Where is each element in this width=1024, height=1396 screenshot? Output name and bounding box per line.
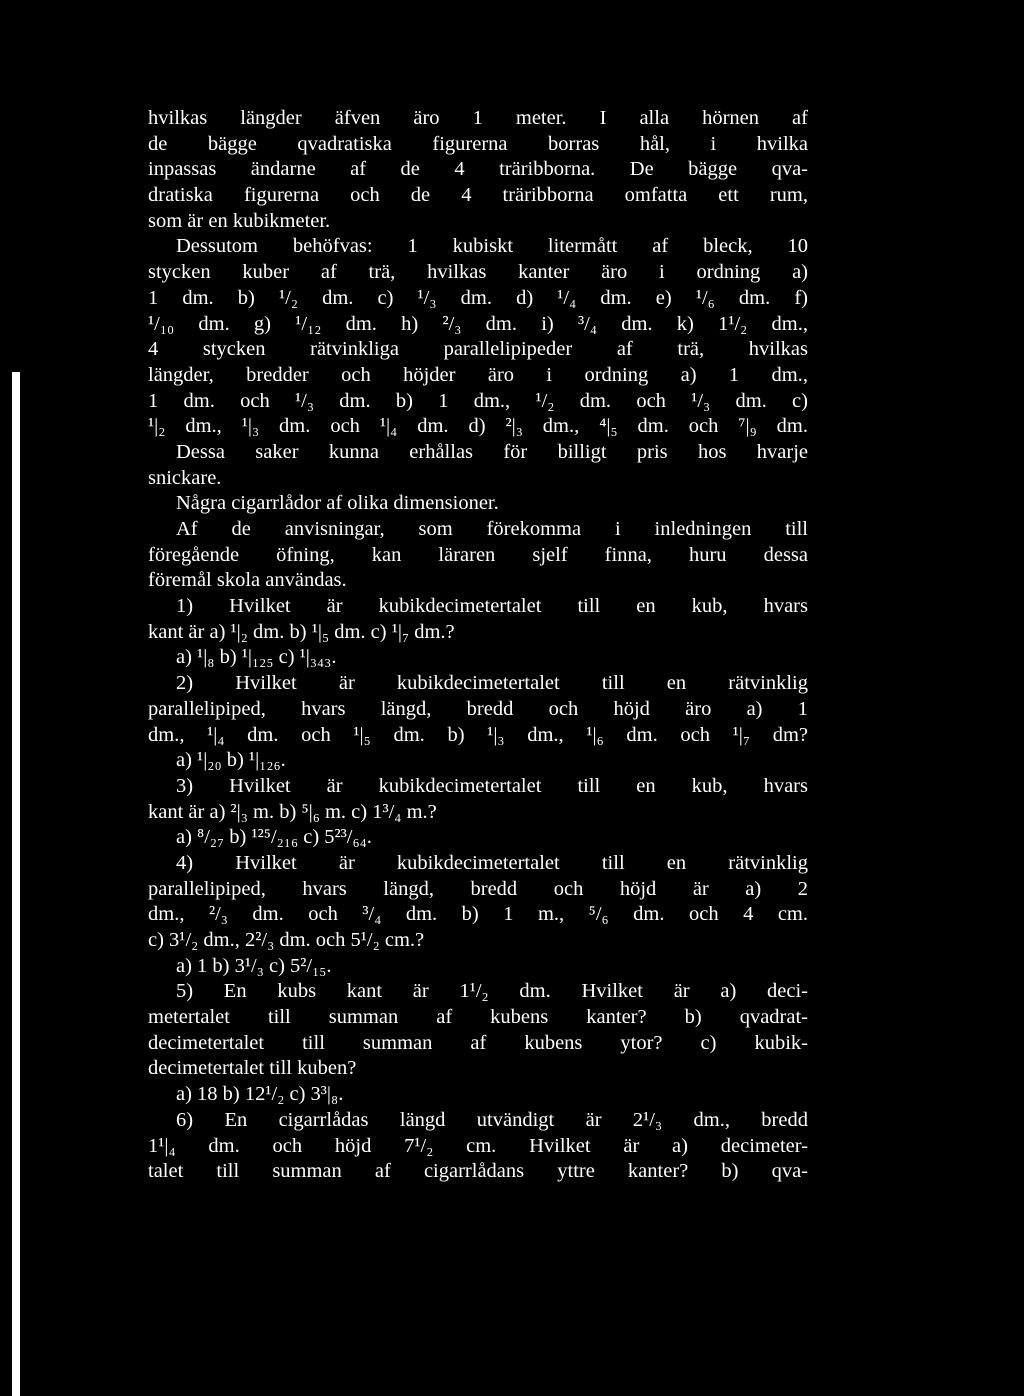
text-line: 2) Hvilket är kubikdecimetertalet till en rätvinklig <box>176 672 808 695</box>
text-line: snickare. <box>148 466 222 489</box>
text-page <box>124 94 814 1324</box>
text-line: stycken kuber af trä, hvilkas kanter äro i ordning a) <box>148 261 808 284</box>
text-line: c) 3¹/₂ dm., 2²/₃ dm. och 5¹/₂ cm.? <box>148 929 425 951</box>
text-line: 1¹|₄ dm. och höjd 7¹/₂ cm. Hvilket är a) decimeter- <box>148 1134 808 1157</box>
text-line: föremål skola användas. <box>148 569 347 592</box>
text-line: kant är a) ¹|₂ dm. b) ¹|₅ dm. c) ¹|₇ dm.? <box>148 620 455 643</box>
text-line: 1 dm. b) ¹/₂ dm. c) ¹/₃ dm. d) ¹/₄ dm. e) ¹/₆ dm. f) <box>148 286 808 309</box>
text-line: ¹|₂ dm., ¹|₃ dm. och ¹|₄ dm. d) ²|₃ dm., ⁴|₅ dm. och ⁷|₉ dm. <box>148 415 808 438</box>
text-line: dm., ¹|₄ dm. och ¹|₅ dm. b) ¹|₃ dm., ¹|₆ dm. och ¹|₇ dm? <box>148 723 808 746</box>
text-line: dratiska figurerna och de 4 träribborna omfatta ett rum, <box>148 184 808 207</box>
answer-line: a) ¹|₈ b) ¹|₁₂₅ c) ¹|₃₄₃. <box>176 646 337 669</box>
text-line: hvilkas längder äfven äro 1 meter. I alla hörnen af <box>148 107 808 129</box>
text-line: 4 stycken rätvinkliga parallelipipeder af trä, hvilkas <box>148 338 808 361</box>
text-line: Några cigarrlådor af olika dimensioner. <box>176 492 499 515</box>
text-line: Dessa saker kunna erhållas för billigt pris hos hvarje <box>176 440 808 463</box>
text-line: Dessutom behöfvas: 1 kubiskt litermått af bleck, 10 <box>176 235 808 258</box>
text-line: Af de anvisningar, som förekomma i inledningen till <box>176 518 808 540</box>
text-line: decimetertalet till summan af kubens ytor? c) kubik- <box>148 1031 808 1054</box>
text-line: föregående öfning, kan läraren sjelf finna, huru dessa <box>148 543 808 566</box>
text-line: decimetertalet till kuben? <box>148 1057 357 1080</box>
text-line: 6) En cigarrlådas längd utvändigt är 2¹/₃ dm., bredd <box>176 1108 808 1131</box>
text-line: 4) Hvilket är kubikdecimetertalet till en rätvinklig <box>176 851 808 874</box>
text-line: parallelipiped, hvars längd, bredd och höjd är a) 2 <box>148 877 808 900</box>
answer-line: a) 18 b) 12¹/₂ c) 3³|₈. <box>176 1083 344 1106</box>
text-line: som är en kubikmeter. <box>148 209 331 232</box>
text-line: parallelipiped, hvars längd, bredd och höjd äro a) 1 <box>148 697 808 720</box>
text-line: inpassas ändarne af de 4 träribborna. De bägge qva- <box>148 158 808 181</box>
text-line: ¹/₁₀ dm. g) ¹/₁₂ dm. h) ²/₃ dm. i) ³/₄ dm. k) 1¹/₂ dm., <box>148 312 808 335</box>
text-line: 1) Hvilket är kubikdecimetertalet till en kub, hvars <box>176 595 808 618</box>
text-line: dm., ²/₃ dm. och ³/₄ dm. b) 1 m., ⁵/₆ dm. och 4 cm. <box>148 903 808 926</box>
text-line: längder, bredder och höjder äro i ordning a) 1 dm., <box>148 363 808 386</box>
body-text <box>148 106 808 1185</box>
text-line: 3) Hvilket är kubikdecimetertalet till en kub, hvars <box>176 774 808 797</box>
answer-line: a) ¹|₂₀ b) ¹|₁₂₆. <box>176 749 286 772</box>
text-line: metertalet till summan af kubens kanter? b) qvadrat- <box>148 1006 808 1029</box>
answer-line: a) ⁸/₂₇ b) ¹²⁵/₂₁₆ c) 5²³/₆₄. <box>176 826 372 849</box>
text-line: kant är a) ²|₃ m. b) ⁵|₆ m. c) 1³/₄ m.? <box>148 800 437 823</box>
text-line: 1 dm. och ¹/₃ dm. b) 1 dm., ¹/₂ dm. och ¹/₃ dm. c) <box>148 389 808 412</box>
scan-edge-bar <box>12 372 20 1396</box>
text-line: de bägge qvadratiska figurerna borras hål, i hvilka <box>148 132 808 155</box>
text-line: talet till summan af cigarrlådans yttre kanter? b) qva- <box>148 1160 808 1183</box>
text-line: 5) En kubs kant är 1¹/₂ dm. Hvilket är a) deci- <box>176 980 808 1003</box>
answer-line: a) 1 b) 3¹/₃ c) 5²/₁₅. <box>176 954 332 977</box>
